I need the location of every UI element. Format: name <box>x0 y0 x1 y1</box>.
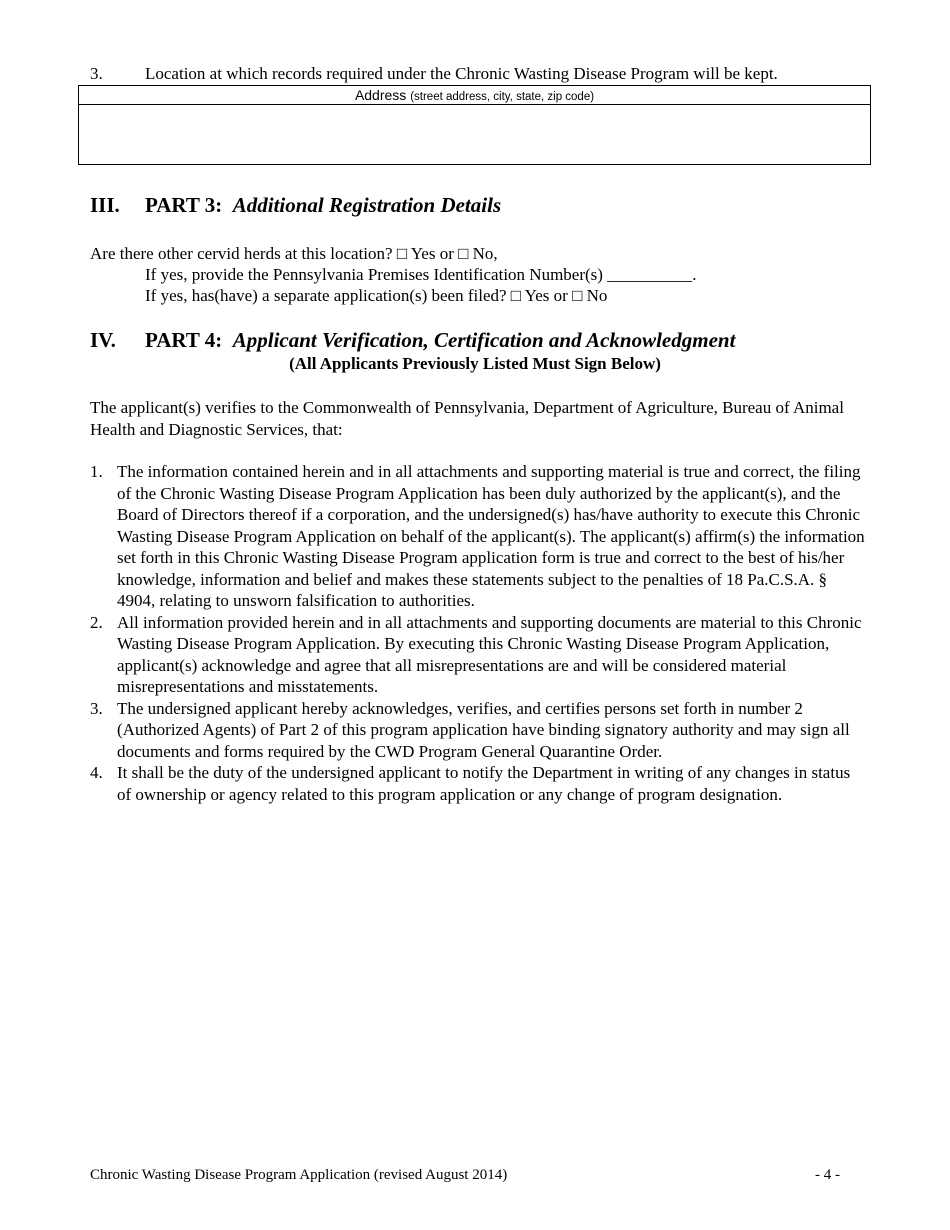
list-item <box>90 762 865 805</box>
list-item <box>90 698 865 763</box>
part4-subtitle: (All Applicants Previously Listed Must Sign Below) <box>289 354 661 373</box>
part4-title: Applicant Verification, Certification and Acknowledgment <box>232 328 736 352</box>
list-item-text: The undersigned applicant hereby acknowledges, verifies, and certifies persons set forth in number 2 (Authorized Agents) of Part 2 of this program application have binding signatory authority and may sign all documents and forms required by the CWD Program General Quarantine Order. <box>117 698 850 761</box>
address-field[interactable] <box>79 105 870 165</box>
part3-title: Additional Registration Details <box>232 193 502 217</box>
list-item-text: The information contained herein and in all attachments and supporting material is true and correct, the filing of the Chronic Wasting Disease Program Application has been duly authorized by the applicant(s), and the Board of Directors thereof if a corporation, and the undersigned(s) has/have authority to execute this Chronic Wasting Disease Program Application on behalf of the applicant(s). The applicant(s) affirm(s) the information set forth in this Chronic Wasting Disease Program application form is true and correct to the best of his/her knowledge, information and belief and makes these statements subject to the penalties of 18 Pa.C.S.A. § 4904, relating to unsworn falsification to authorities. <box>117 462 865 610</box>
part3-label: PART 3: <box>145 193 223 217</box>
list-item <box>90 612 865 698</box>
list-item-text: It shall be the duty of the undersigned applicant to notify the Department in writing of any changes in status of ownership or agency related to this program application or any change of program designation. <box>117 763 851 804</box>
item-number: 3. <box>90 64 103 83</box>
other-herds-question: Are there other cervid herds at this location? □ Yes or □ No, <box>90 244 498 263</box>
list-item-number: 4. <box>90 763 103 782</box>
records-location-item <box>90 64 778 84</box>
premises-id-question: If yes, provide the Pennsylvania Premises Identification Number(s) __________. <box>145 265 697 284</box>
part3-heading <box>90 192 501 218</box>
address-header-note: (street address, city, state, zip code) <box>410 91 595 103</box>
part3-roman: III. <box>90 193 120 217</box>
certification-list <box>90 461 865 805</box>
list-item-text: All information provided herein and in all attachments and supporting documents are material to this Chronic Wasting Disease Program Application. By executing this Chronic Wasting Disease Program Application, applicant(s) acknowledge and agree that all misrepresentations are and will be considered material misrepresentations and misstatements. <box>117 612 862 696</box>
list-item-number: 2. <box>90 612 103 632</box>
part4-roman: IV. <box>90 328 116 352</box>
address-table <box>78 85 871 165</box>
verification-intro: The applicant(s) verifies to the Commonwealth of Pennsylvania, Department of Agriculture, Bureau of Animal Health and Diagnostic Services, that: <box>90 398 844 439</box>
footer-form-title: Chronic Wasting Disease Program Application (revised August 2014) <box>90 1167 508 1183</box>
list-item-number: 3. <box>90 698 103 718</box>
address-header <box>79 86 870 105</box>
list-item <box>90 461 865 612</box>
list-item-number: 1. <box>90 462 103 481</box>
item-text: Location at which records required under the Chronic Wasting Disease Program will be kept. <box>145 64 778 83</box>
footer-page-number: - 4 - <box>815 1167 840 1183</box>
address-header-label: Address <box>354 87 407 103</box>
separate-application-question: If yes, has(have) a separate application(s) been filed? □ Yes or □ No <box>145 286 608 305</box>
part4-heading <box>90 327 735 353</box>
part4-label: PART 4: <box>145 328 223 352</box>
